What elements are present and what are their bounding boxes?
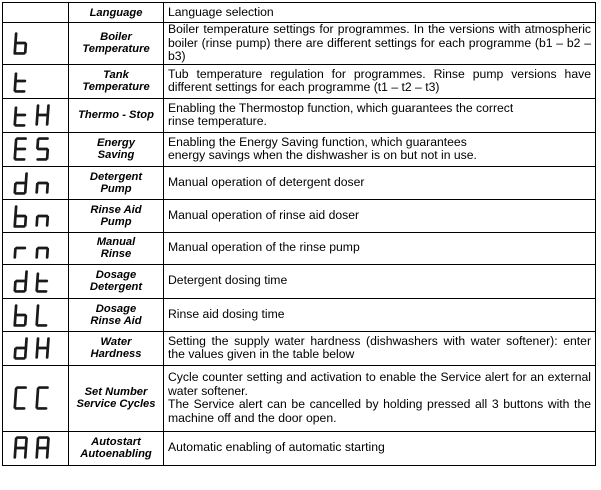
- parameter-description-cell: [164, 232, 596, 264]
- display-symbol-cell: [3, 166, 69, 199]
- parameter-row: [3, 23, 596, 65]
- parameter-name-line: Language: [89, 6, 143, 19]
- segment-glyph-C: [37, 388, 48, 409]
- display-symbol-cell: [3, 64, 69, 98]
- parameter-description-cell: [164, 3, 596, 23]
- parameter-name-cell: [69, 64, 164, 98]
- segment-glyph-t: [15, 108, 26, 126]
- parameter-name-cell: [69, 365, 164, 431]
- parameter-description-cell: [164, 264, 596, 298]
- seven-segment-display-icon: [8, 386, 60, 410]
- segment-glyph-S: [37, 139, 49, 160]
- parameter-name-line: Manual: [96, 236, 136, 248]
- segment-glyph-n: [37, 248, 48, 257]
- segment-glyph-r: [15, 248, 25, 257]
- segment-glyph-n: [37, 216, 48, 225]
- parameter-description-cell: [164, 166, 596, 199]
- parameter-name-line: Set Number: [84, 386, 148, 398]
- parameter-description-text: Detergent dosing time: [168, 273, 288, 288]
- parameter-description-cell: [164, 365, 596, 431]
- parameter-name-cell: [69, 264, 164, 298]
- segment-glyph-b: [15, 206, 27, 226]
- parameter-description-text: The Service alert can be cancelled by holding pressed all 3 buttons with the machine off and the door open.: [168, 397, 591, 425]
- seven-segment-display-icon: [8, 103, 60, 127]
- seven-segment-display-icon: [8, 204, 60, 228]
- parameter-name-line: Service Cycles: [76, 398, 156, 410]
- segment-glyph-d: [15, 339, 27, 359]
- display-symbol-cell: [3, 23, 69, 65]
- parameter-description-text: Automatic enabling of automatic starting: [168, 440, 385, 455]
- parameter-description-cell: [164, 298, 596, 331]
- parameter-description-text: Tub temperature regulation for programmes. Rinse pump versions have different settings for each programme (t1 – t2 – t3): [168, 66, 591, 94]
- parameter-name-line: Pump: [100, 182, 132, 195]
- parameter-name-cell: [69, 3, 164, 23]
- parameter-description-cell: [164, 199, 596, 232]
- parameter-row: [3, 64, 596, 98]
- parameter-name-line: Energy: [97, 137, 135, 149]
- display-symbol-cell: [3, 232, 69, 264]
- segment-glyph-H: [37, 106, 49, 125]
- parameter-row: [3, 298, 596, 331]
- segment-glyph-b: [15, 34, 27, 54]
- parameter-name-line: Thermo - Stop: [78, 109, 154, 121]
- segment-glyph-L: [37, 305, 48, 325]
- seven-segment-display-icon: [8, 69, 60, 93]
- display-symbol-cell: [3, 431, 69, 465]
- parameter-description-text: Setting the supply water hardness (dishwashers with water softener): enter the values given in the table below: [168, 333, 591, 361]
- seven-segment-display-icon: [8, 171, 60, 195]
- parameter-row: [3, 3, 596, 23]
- parameter-name-cell: [69, 298, 164, 331]
- parameter-description-cell: [164, 64, 596, 98]
- parameter-name-line: Rinse: [100, 248, 132, 260]
- parameter-name-line: Temperature: [82, 43, 150, 56]
- parameter-description-cell: [164, 98, 596, 132]
- parameter-row: [3, 365, 596, 431]
- display-symbol-cell: [3, 298, 69, 331]
- parameter-name-line: Autostart: [91, 436, 141, 448]
- seven-segment-display-icon: [8, 269, 60, 293]
- segment-glyph-d: [15, 272, 27, 292]
- parameter-name-line: Dosage: [95, 269, 137, 281]
- segment-glyph-b: [15, 305, 27, 325]
- parameter-name-line: Detergent: [89, 281, 143, 293]
- parameter-row: [3, 98, 596, 132]
- parameter-description-text: Manual operation of detergent doser: [168, 174, 365, 189]
- parameter-name-line: Hardness: [90, 348, 142, 360]
- segment-glyph-t: [15, 74, 26, 92]
- parameter-description-cell: [164, 23, 596, 65]
- parameter-row: [3, 199, 596, 232]
- parameter-row: [3, 264, 596, 298]
- parameter-name-line: Boiler: [100, 31, 132, 44]
- segment-glyph-d: [15, 173, 27, 193]
- parameter-name-line: Water: [100, 336, 132, 348]
- parameter-name-cell: [69, 431, 164, 465]
- display-symbol-cell: [3, 264, 69, 298]
- segment-glyph-C: [15, 388, 26, 409]
- parameter-description-text: Enabling the Thermostop function, which guarantees the correct: [168, 100, 514, 115]
- display-symbol-cell: [3, 98, 69, 132]
- parameter-row: [3, 132, 596, 166]
- parameter-name-cell: [69, 232, 164, 264]
- parameter-row: [3, 232, 596, 264]
- parameter-name-line: Tank: [103, 69, 129, 81]
- parameter-description-text: Manual operation of the rinse pump: [168, 240, 360, 255]
- seven-segment-display-icon: [8, 436, 60, 460]
- parameter-name-line: Pump: [100, 215, 132, 228]
- parameter-description-text: Manual operation of rinse aid doser: [168, 207, 360, 222]
- parameter-name-line: Rinse Aid: [90, 203, 142, 216]
- parameter-row: [3, 331, 596, 365]
- parameter-name-cell: [69, 132, 164, 166]
- parameter-row: [3, 431, 596, 465]
- parameter-name-line: Saving: [97, 149, 135, 161]
- parameter-name-line: Detergent: [89, 170, 143, 183]
- parameter-name-line: Temperature: [82, 81, 150, 93]
- parameter-name-cell: [69, 331, 164, 365]
- segment-glyph-t: [37, 274, 48, 292]
- parameters-table: [2, 2, 596, 466]
- parameter-name-cell: [69, 166, 164, 199]
- display-symbol-cell: [3, 365, 69, 431]
- parameter-row: [3, 166, 596, 199]
- parameter-name-line: Rinse Aid: [90, 314, 142, 327]
- parameter-description-cell: [164, 431, 596, 465]
- seven-segment-display-icon: [8, 137, 60, 161]
- parameter-description-text: Rinse aid dosing time: [168, 306, 285, 321]
- segment-glyph-E: [15, 139, 26, 160]
- segment-glyph-A: [37, 438, 49, 458]
- display-symbol-cell: [3, 199, 69, 232]
- parameter-description-text: energy savings when the dishwasher is on but not in use.: [168, 148, 477, 162]
- segment-glyph-A: [15, 438, 27, 458]
- segment-glyph-n: [37, 183, 48, 192]
- seven-segment-display-icon: [8, 303, 60, 327]
- parameter-description-text: rinse temperature.: [168, 114, 267, 128]
- parameter-description-text: Enabling the Energy Saving function, which guarantees: [168, 134, 467, 149]
- parameter-description-text: Cycle counter setting and activation to enable the Service alert for an external water softener.: [168, 370, 591, 398]
- parameter-name-cell: [69, 199, 164, 232]
- display-symbol-cell: [3, 3, 69, 23]
- seven-segment-display-icon: [8, 336, 60, 360]
- parameter-description-text: Language selection: [168, 4, 274, 19]
- seven-segment-display-icon: [8, 31, 60, 55]
- parameter-description-cell: [164, 132, 596, 166]
- seven-segment-display-icon: [8, 236, 60, 260]
- parameter-name-cell: [69, 23, 164, 65]
- parameter-name-line: Dosage: [95, 302, 137, 315]
- display-symbol-cell: [3, 132, 69, 166]
- parameter-description-cell: [164, 331, 596, 365]
- display-symbol-cell: [3, 331, 69, 365]
- parameters-table-body: [3, 3, 596, 466]
- parameter-description-text: Boiler temperature settings for programmes. In the versions with atmospheric boiler (rinse pump) there are different settings for each programme (b1 – b2 – b3): [168, 22, 591, 63]
- parameter-name-cell: [69, 98, 164, 132]
- parameter-name-line: Autoenabling: [80, 448, 152, 460]
- segment-glyph-H: [37, 339, 49, 358]
